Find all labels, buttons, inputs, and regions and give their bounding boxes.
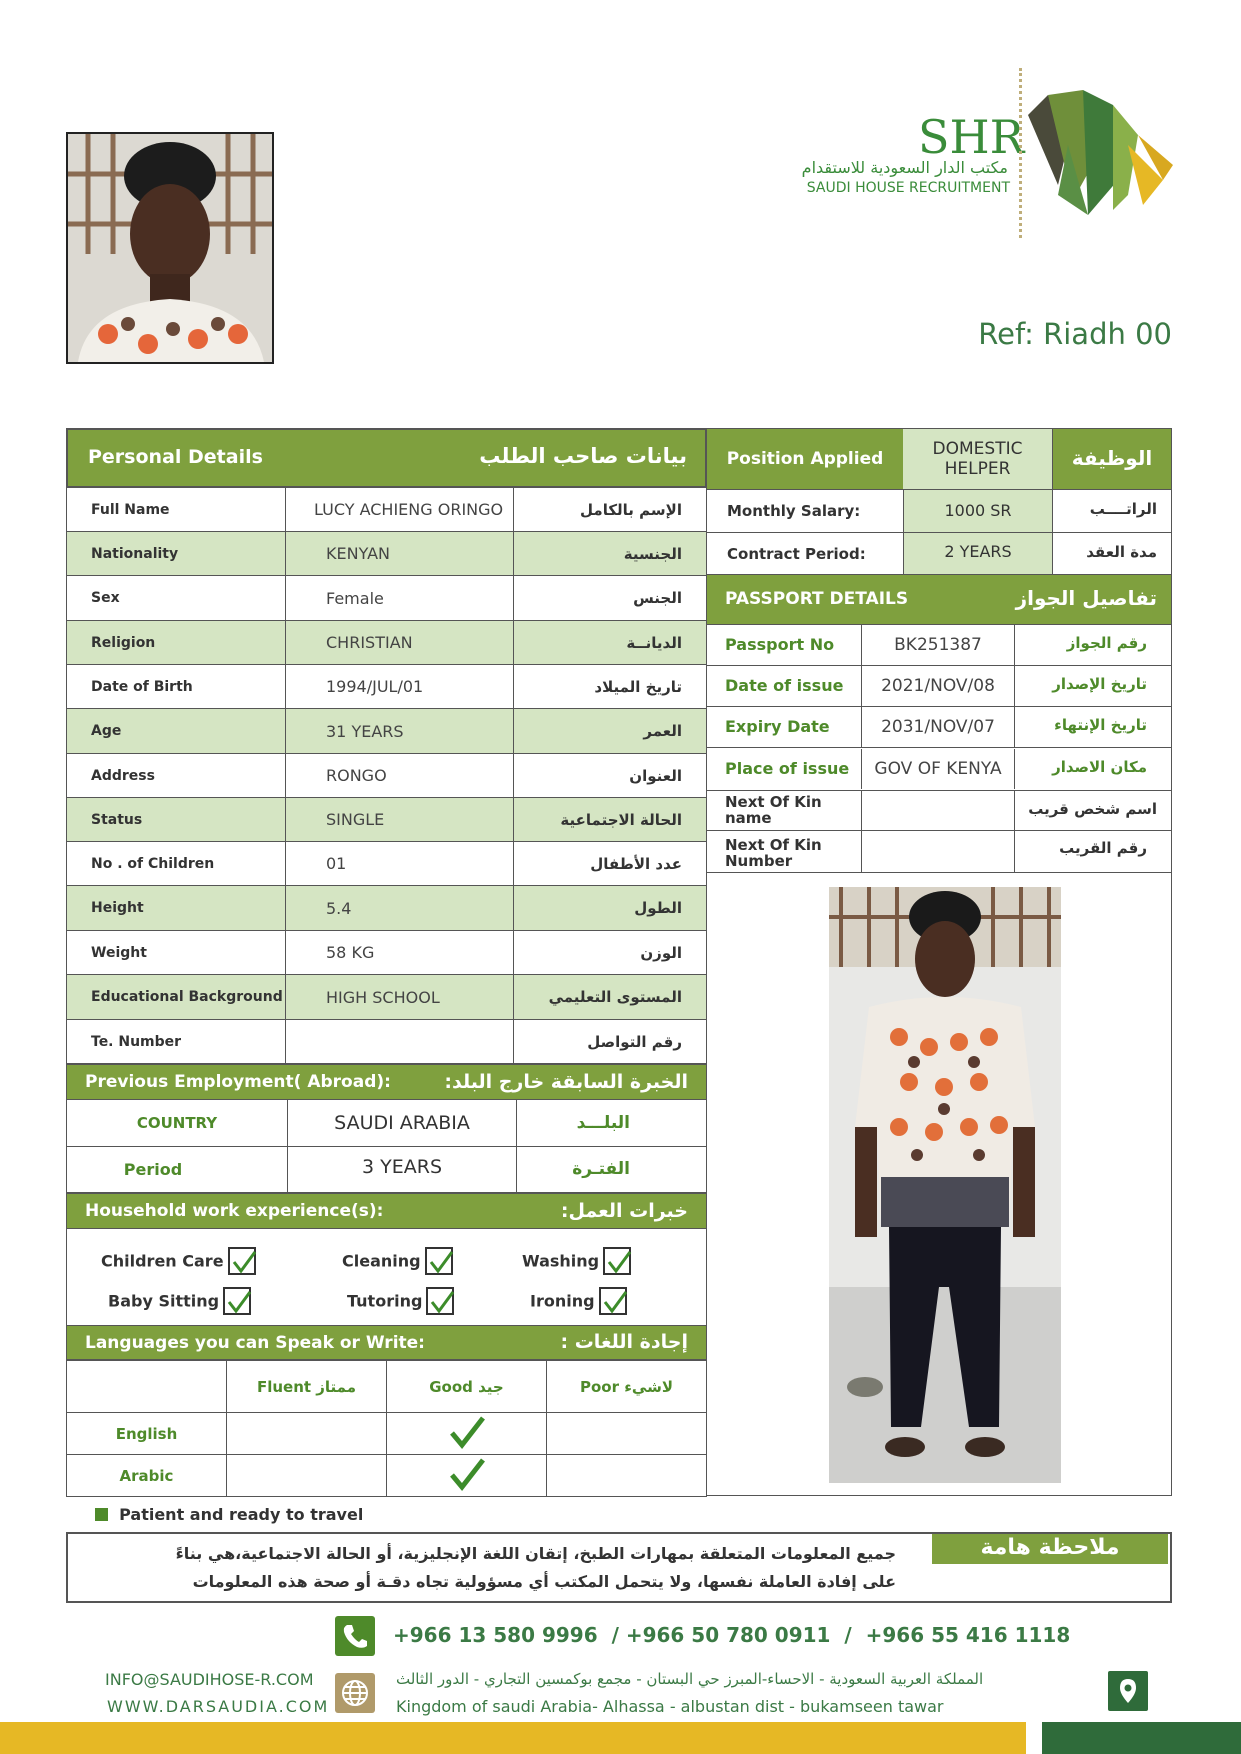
personal-label-ar: تاريخ الميلاد	[594, 677, 682, 696]
personal-label-ar: الحالة الاجتماعية	[560, 810, 682, 829]
household-item	[108, 1287, 251, 1315]
passport-row	[707, 666, 1171, 707]
passport-label-ar: تاريخ الإنتهاء	[1054, 716, 1147, 734]
passport-value: BK251387	[861, 625, 1015, 665]
personal-row	[66, 975, 707, 1020]
passport-label-ar: مكان الاصدار	[1052, 758, 1147, 776]
globe-icon	[335, 1673, 375, 1713]
passport-row	[707, 749, 1171, 791]
household-item-label: Washing	[522, 1251, 600, 1271]
personal-row	[66, 754, 707, 798]
personal-label-ar: العمر	[643, 722, 682, 740]
logo-arabic: مكتب الدار السعودية للاستقدام	[801, 158, 1008, 177]
household-item	[347, 1287, 454, 1315]
address-en: Kingdom of saudi Arabia- Alhassa - albustan dist - bukamseen tawar	[396, 1697, 944, 1716]
personal-value: 01	[286, 842, 514, 885]
household-title-en: Household work experience(s):	[85, 1201, 384, 1221]
personal-row	[66, 665, 707, 709]
languages-title-ar: إجادة اللغات :	[560, 1331, 688, 1353]
personal-label: Full Name	[67, 488, 286, 531]
personal-label: Weight	[67, 931, 286, 974]
lang-english: English	[67, 1413, 227, 1455]
passport-row	[707, 707, 1171, 748]
personal-label-ar: الإسم بالكامل	[580, 500, 682, 519]
personal-value: KENYAN	[286, 532, 514, 575]
bullet-text: Patient and ready to travel	[119, 1505, 364, 1524]
personal-row	[66, 886, 707, 931]
personal-row	[66, 576, 707, 621]
household-header	[66, 1193, 707, 1229]
kin-name-label-ar: اسم شخص قريب	[1028, 800, 1157, 818]
salary-label-ar: الراتــــب	[1089, 500, 1157, 518]
household-item	[522, 1247, 631, 1275]
passport-value: GOV OF KENYA	[861, 749, 1015, 789]
household-checkbox[interactable]	[223, 1287, 251, 1315]
contract-row	[707, 533, 1171, 575]
email-text: INFO@SAUDIHOSE-R.COM	[105, 1670, 314, 1689]
note-bullet	[95, 1505, 363, 1524]
household-item	[530, 1287, 627, 1315]
personal-value: LUCY ACHIENG ORINGO	[286, 488, 514, 531]
personal-label: Educational Background	[67, 975, 286, 1019]
country-value: SAUDI ARABIA	[288, 1100, 517, 1146]
salary-row	[707, 490, 1171, 533]
personal-label: Height	[67, 886, 286, 930]
kin-number-label: Next Of Kin Number	[725, 836, 822, 870]
position-value: DOMESTIC HELPER	[903, 429, 1053, 489]
checkmark-icon	[226, 1289, 252, 1315]
previous-employment-section	[66, 1064, 707, 1193]
personal-label-ar: الطول	[634, 899, 682, 917]
personal-details-title-ar: بيانات صاحب الطلب	[479, 444, 687, 468]
personal-value: RONGO	[286, 754, 514, 797]
languages-header	[66, 1325, 707, 1360]
applicant-full-photo	[829, 887, 1061, 1483]
household-checkbox[interactable]	[603, 1247, 631, 1275]
household-title-ar: خبرات العمل:	[560, 1200, 688, 1222]
passport-title-en: PASSPORT DETAILS	[725, 589, 909, 609]
passport-label-ar: تاريخ الإصدار	[1052, 675, 1147, 693]
personal-details-header	[66, 428, 707, 488]
household-item-label: Cleaning	[342, 1251, 421, 1271]
passport-label: Place of issue	[725, 759, 850, 778]
footer-yellow-bar	[0, 1722, 1026, 1754]
personal-row	[66, 532, 707, 576]
kin-number-label-ar: رقم القريب	[1059, 839, 1147, 857]
checkmark-icon	[602, 1289, 628, 1315]
personal-label-ar: المستوى التعليمي	[548, 988, 682, 1006]
address-ar: المملكة العربية السعودية - الاحساء-المبرز حي البستان - مجمع بوكمسين التجاري - الدور الثالث	[396, 1670, 984, 1688]
company-logo	[790, 60, 1180, 240]
personal-label: Status	[67, 798, 286, 841]
english-good-check-icon	[387, 1413, 547, 1455]
personal-row	[66, 842, 707, 886]
previous-country-row	[66, 1100, 707, 1147]
personal-value	[286, 1020, 514, 1063]
household-checkbox[interactable]	[426, 1287, 454, 1315]
previous-employment-header	[66, 1064, 707, 1100]
period-label-ar: الفتـرة	[572, 1159, 630, 1179]
logo-divider	[1019, 68, 1022, 238]
footer-green-bar	[1042, 1722, 1241, 1754]
passport-label: Passport No	[725, 635, 835, 654]
kin-name-label: Next Of Kin name	[725, 793, 822, 827]
checkmark-icon	[231, 1249, 257, 1275]
personal-value: 31 YEARS	[286, 709, 514, 753]
lang-arabic: Arabic	[67, 1455, 227, 1497]
personal-label-ar: رقم التواصل	[587, 1032, 682, 1051]
languages-title-en: Languages you can Speak or Write:	[85, 1333, 425, 1353]
personal-value: Female	[286, 576, 514, 620]
position-label-ar: الوظيفة	[1053, 429, 1171, 489]
logo-map-icon	[1028, 85, 1178, 225]
personal-row	[66, 798, 707, 842]
personal-row	[66, 621, 707, 665]
personal-label-ar: الديانــة	[626, 633, 682, 652]
kin-number-row	[707, 831, 1171, 873]
contract-value: 2 YEARS	[903, 533, 1053, 574]
previous-employment-title-ar: الخبرة السابقة خارج البلد:	[444, 1071, 688, 1093]
checkmark-icon	[428, 1249, 454, 1275]
kin-name-row	[707, 791, 1171, 831]
country-label: COUNTRY	[67, 1100, 288, 1146]
personal-row	[66, 488, 707, 532]
phone-icon	[335, 1616, 375, 1656]
position-label: Position Applied	[707, 429, 904, 489]
personal-details-title-en: Personal Details	[88, 446, 263, 468]
languages-section	[66, 1325, 707, 1497]
household-item-label: Baby Sitting	[108, 1291, 220, 1311]
reference-number: Ref: Riadh 00	[978, 317, 1172, 351]
country-label-ar: البلـــد	[576, 1113, 630, 1133]
website-text: WWW.DARSAUDIA.COM	[107, 1697, 330, 1716]
note-line-2: على إفادة العاملة نفسها، ولا يتحمل المكتب أي مسؤولية تجاه دقـة أو صحة هذه المعلومات	[192, 1572, 896, 1591]
applicant-headshot	[66, 132, 274, 364]
personal-value: 5.4	[286, 886, 514, 930]
personal-value: HIGH SCHOOL	[286, 975, 514, 1019]
previous-employment-title-en: Previous Employment( Abroad):	[85, 1072, 391, 1092]
personal-value: SINGLE	[286, 798, 514, 841]
passport-title-ar: تفاصيل الجواز	[1015, 586, 1157, 610]
salary-label: Monthly Salary:	[727, 502, 861, 520]
logo-english: SAUDI HOUSE RECRUITMENT	[806, 180, 1010, 196]
passport-label-ar: رقم الجواز	[1066, 634, 1147, 652]
personal-row	[66, 931, 707, 975]
household-checkbox[interactable]	[599, 1287, 627, 1315]
arabic-good-check-icon	[387, 1455, 547, 1497]
personal-value: 1994/JUL/01	[286, 665, 514, 708]
checkmark-icon	[429, 1289, 455, 1315]
household-section	[66, 1193, 707, 1325]
personal-label: Religion	[67, 621, 286, 664]
passport-value: 2031/NOV/07	[861, 707, 1015, 747]
languages-table	[66, 1360, 707, 1497]
right-column	[707, 428, 1172, 1496]
phone-numbers: +966 13 580 9996 / +966 50 780 0911 / +966 55 416 1118	[393, 1623, 1071, 1647]
household-item-label: Tutoring	[347, 1291, 423, 1311]
household-item-label: Ironing	[530, 1291, 595, 1311]
period-label: Period	[123, 1160, 183, 1179]
kin-name-value	[861, 791, 1015, 830]
household-checkbox[interactable]	[425, 1247, 453, 1275]
personal-label-ar: عدد الأطفال	[590, 854, 682, 873]
personal-row	[66, 1020, 707, 1064]
location-pin-icon	[1108, 1671, 1148, 1711]
personal-label-ar: الجنسية	[623, 544, 682, 563]
bullet-square	[95, 1508, 108, 1521]
salary-value: 1000 SR	[903, 490, 1053, 532]
personal-value: CHRISTIAN	[286, 621, 514, 664]
note-title-ar: ملاحظة هامة	[932, 1534, 1168, 1564]
important-note-box	[66, 1532, 1172, 1603]
passport-label: Date of issue	[725, 676, 844, 695]
previous-period-row	[66, 1147, 707, 1193]
personal-row	[66, 709, 707, 754]
household-item	[342, 1247, 453, 1275]
passport-header	[707, 575, 1171, 625]
logo-mark: SHR	[918, 110, 1025, 164]
personal-value: 58 KG	[286, 931, 514, 974]
col-poor: Poor لاشيء	[547, 1361, 707, 1413]
period-value: 3 YEARS	[288, 1147, 517, 1192]
col-good: Good جيد	[387, 1361, 547, 1413]
passport-label: Expiry Date	[725, 717, 830, 736]
household-item-label: Children Care	[101, 1251, 224, 1271]
checkmark-icon	[606, 1249, 632, 1275]
household-grid	[66, 1229, 707, 1325]
household-checkbox[interactable]	[228, 1247, 256, 1275]
personal-details-section	[66, 428, 707, 1064]
contract-label: Contract Period:	[727, 545, 866, 563]
personal-label: Sex	[67, 576, 286, 620]
personal-label-ar: الوزن	[640, 943, 682, 962]
personal-details-rows	[66, 488, 707, 1064]
passport-row	[707, 625, 1171, 666]
personal-label-ar: الجنس	[633, 589, 682, 607]
contract-label-ar: مدة العقد	[1086, 543, 1157, 561]
personal-label: Address	[67, 754, 286, 797]
household-item	[101, 1247, 256, 1275]
personal-label: Te. Number	[67, 1020, 286, 1063]
personal-label: No . of Children	[67, 842, 286, 885]
position-row	[707, 429, 1171, 490]
col-fluent: Fluent ممتاز	[227, 1361, 387, 1413]
passport-value: 2021/NOV/08	[861, 666, 1015, 706]
personal-label-ar: العنوان	[629, 766, 682, 785]
kin-number-value	[861, 831, 1015, 872]
note-line-1: جميع المعلومات المتعلقة بمهارات الطبخ، إتقان اللغة الإنجليزية، أو الحالة الاجتماعية،هي بناءً	[175, 1544, 896, 1563]
personal-label: Nationality	[67, 532, 286, 575]
personal-label: Date of Birth	[67, 665, 286, 708]
personal-label: Age	[67, 709, 286, 753]
